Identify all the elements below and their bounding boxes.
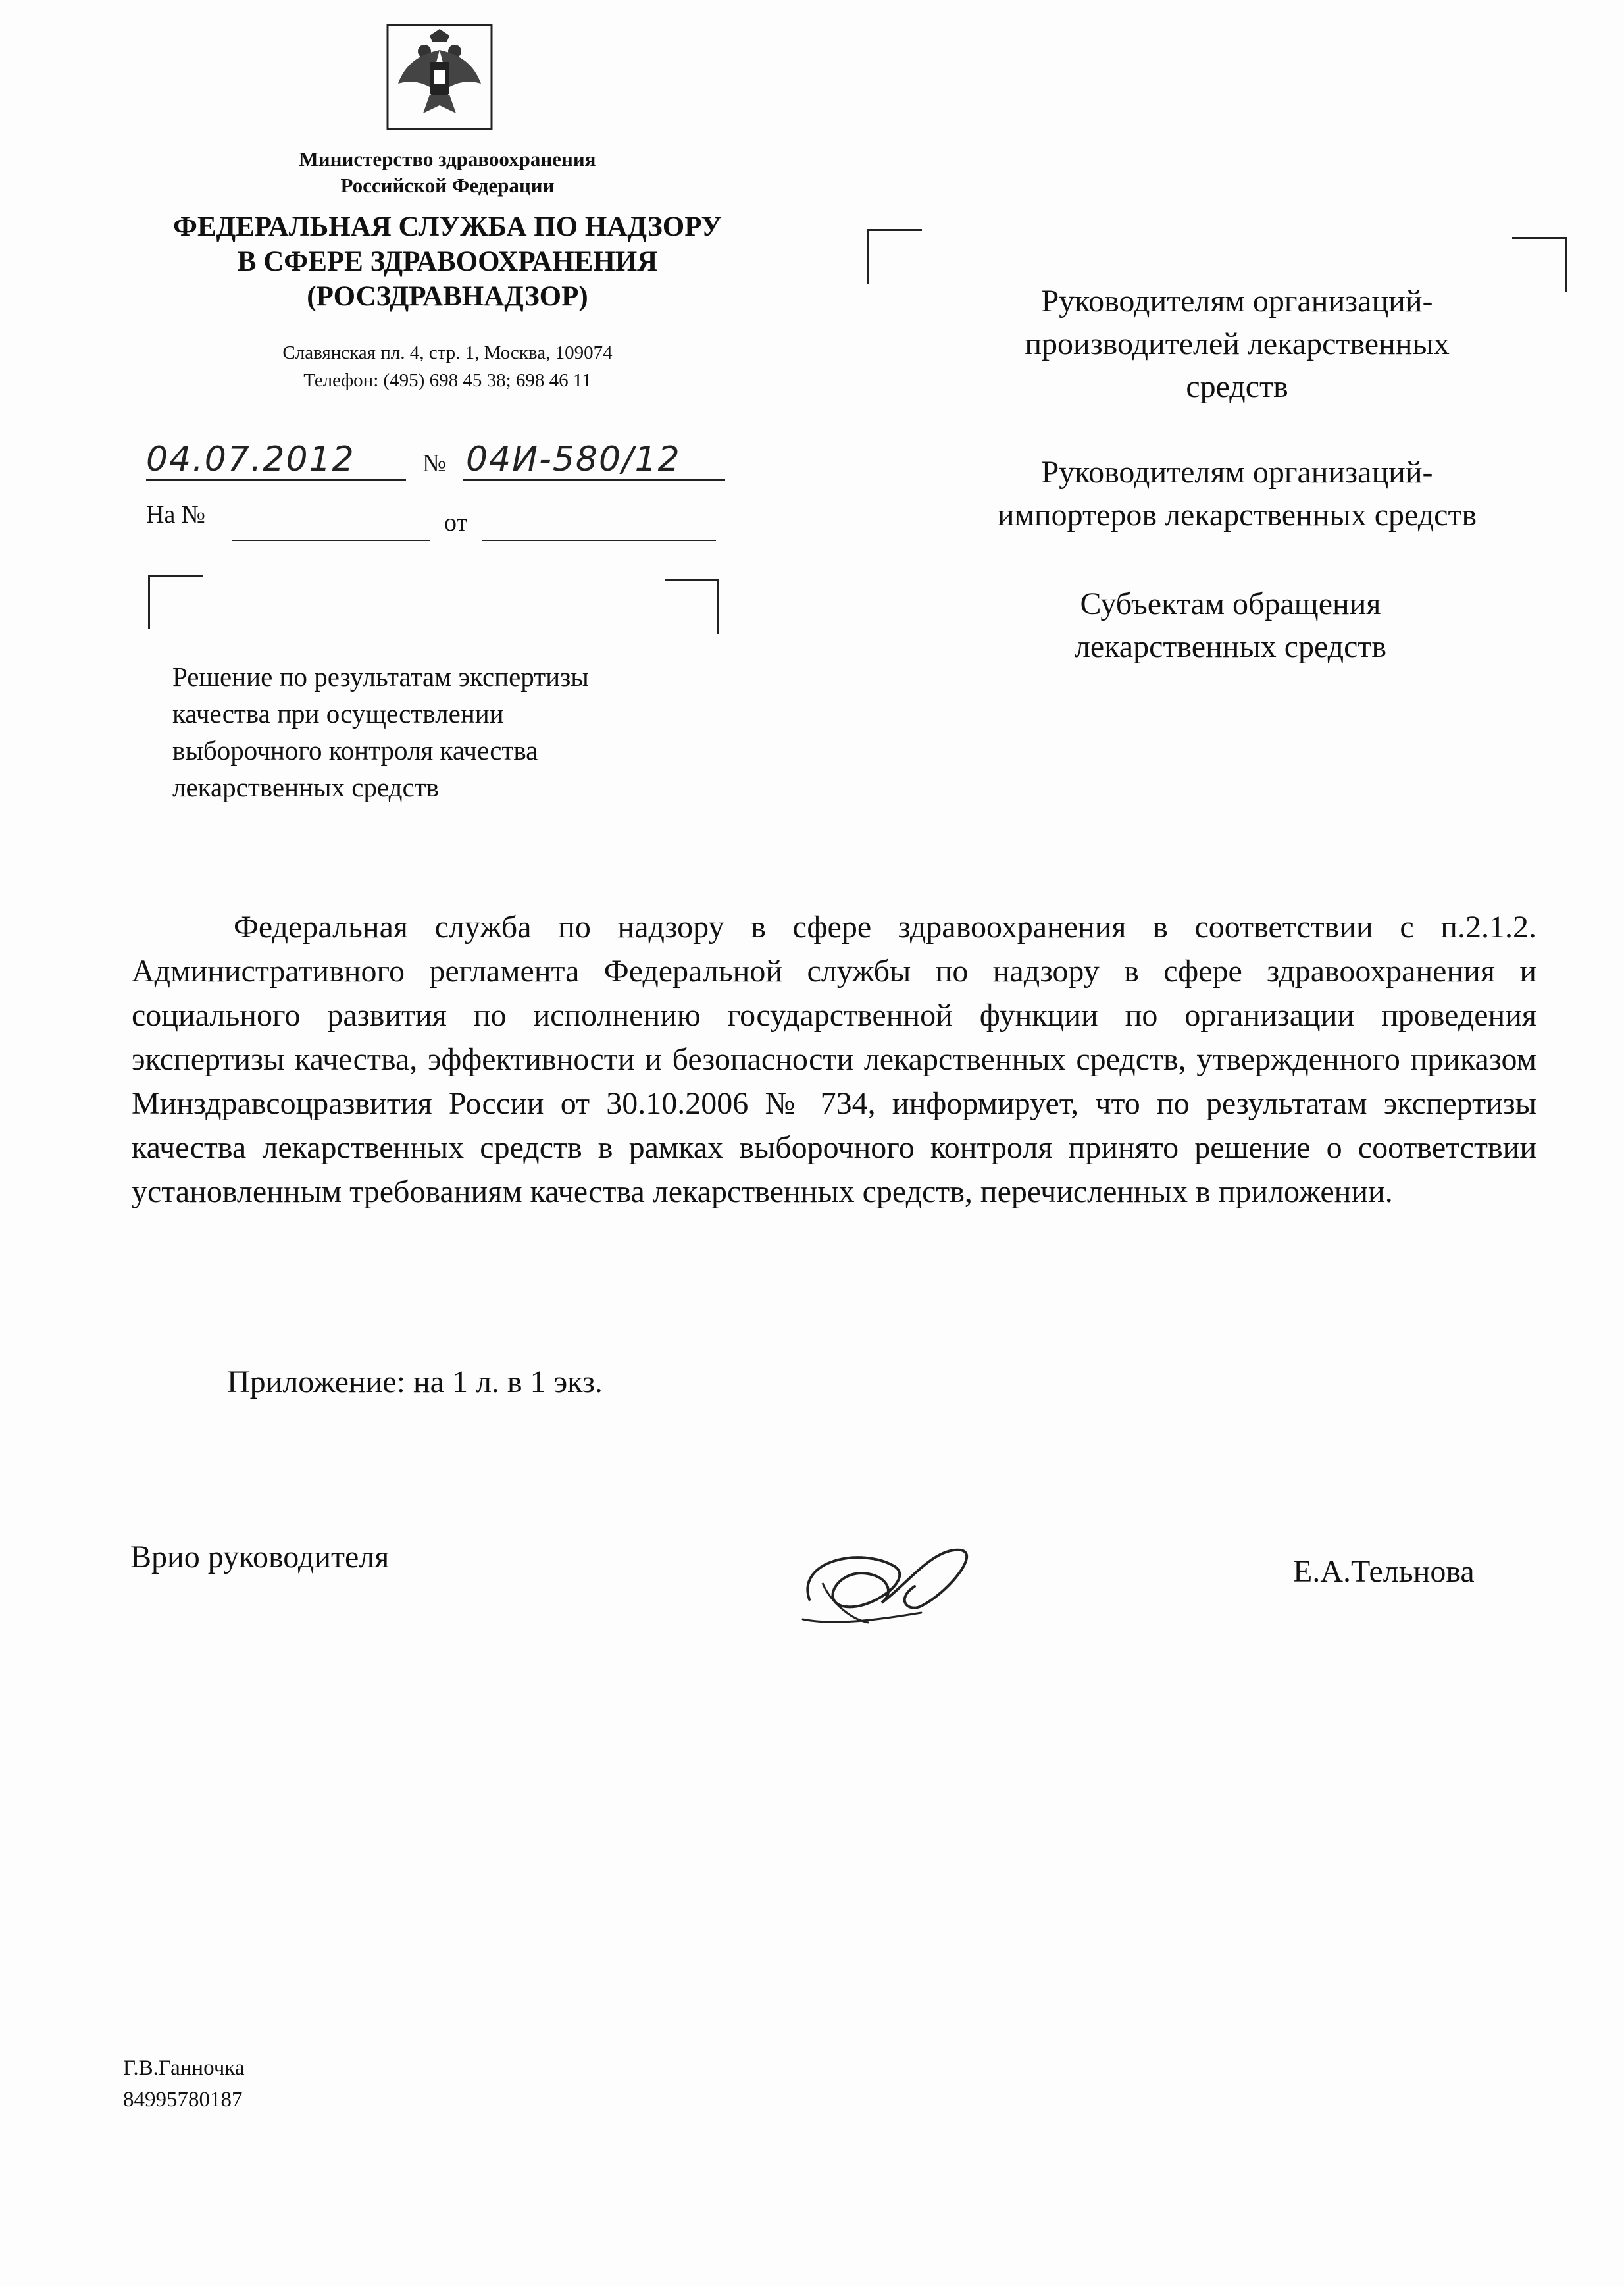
addressee-line: средств xyxy=(1186,369,1288,404)
executor-phone: 84995780187 xyxy=(123,2088,243,2112)
reply-from-date-line xyxy=(482,540,716,541)
subject-bracket-left xyxy=(148,575,203,629)
letter-subject xyxy=(172,658,738,806)
addressee-line: импортеров лекарственных средств xyxy=(997,498,1477,533)
registration-number: 04И-580/12 xyxy=(466,440,681,479)
subject-bracket-right xyxy=(665,579,719,634)
service-line-2: В СФЕРЕ ЗДРАВООХРАНЕНИЯ xyxy=(237,246,658,277)
reply-to-number-line xyxy=(232,540,430,541)
executor-info xyxy=(123,2052,245,2116)
service-line-3: (РОСЗДРАВНАДЗОР) xyxy=(307,281,588,312)
addressee-manufacturers xyxy=(921,280,1553,408)
russian-coat-of-arms-icon xyxy=(384,21,495,133)
ministry-line-1: Министерство здравоохранения xyxy=(299,147,596,170)
date-underline xyxy=(146,479,406,481)
phone-numbers: Телефон: (495) 698 45 38; 698 46 11 xyxy=(303,370,592,391)
ministry-name xyxy=(197,146,698,199)
service-line-1: ФЕДЕРАЛЬНАЯ СЛУЖБА ПО НАДЗОРУ xyxy=(173,211,722,242)
signer-name: Е.А.Тельнова xyxy=(1293,1554,1475,1589)
addressee-line: Субъектам обращения xyxy=(1080,586,1381,621)
service-name xyxy=(132,209,763,314)
number-underline xyxy=(463,479,725,481)
addressee-line: лекарственных средств xyxy=(1074,629,1387,664)
addressee-subjects xyxy=(915,583,1546,668)
addressee-line: Руководителям организаций- xyxy=(1041,455,1433,490)
letter-body xyxy=(132,905,1536,1214)
signer-position: Врио руководителя xyxy=(130,1540,390,1574)
addressee-line: Руководителям организаций- xyxy=(1041,284,1433,319)
reply-from-label: от xyxy=(444,509,468,536)
ministry-line-2: Российской Федерации xyxy=(340,174,555,197)
addressee-bracket-left xyxy=(867,229,922,284)
attachment-note: Приложение: на 1 л. в 1 экз. xyxy=(227,1364,603,1399)
subject-line-4: лекарственных средств xyxy=(172,772,439,802)
subject-line-3: выборочного контроля качества xyxy=(172,735,538,766)
letterhead-contacts xyxy=(165,339,730,394)
addressee-importers xyxy=(921,451,1553,536)
handwritten-signature xyxy=(783,1520,994,1639)
postal-address: Славянская пл. 4, стр. 1, Москва, 109074 xyxy=(282,342,613,363)
subject-line-2: качества при осуществлении xyxy=(172,698,504,729)
reply-to-label: На № xyxy=(146,501,206,529)
number-sign: № xyxy=(422,450,447,477)
subject-line-1: Решение по результатам экспертизы xyxy=(172,662,589,692)
body-paragraph: Федеральная служба по надзору в сфере здравоохранения в соответствии с п.2.1.2. Административного регламента Федеральной службы по надзору в сфере здравоохранения и социального развития по исполнению государственной функции по организации проведения экспертизы качества, эффективности и безопасности лекарственных средств, утвержденного приказом Минздравсоцразвития России от 30.10.2006 № 734, информирует, что по результатам экспертизы качества лекарственных средств в рамках выборочного контроля принято решение о соответствии установленным требованиям качества лекарственных средств, перечисленных в приложении. xyxy=(132,910,1536,1209)
executor-name: Г.В.Ганночка xyxy=(123,2056,245,2080)
registration-date: 04.07.2012 xyxy=(146,440,355,479)
addressee-line: производителей лекарственных xyxy=(1025,326,1450,361)
